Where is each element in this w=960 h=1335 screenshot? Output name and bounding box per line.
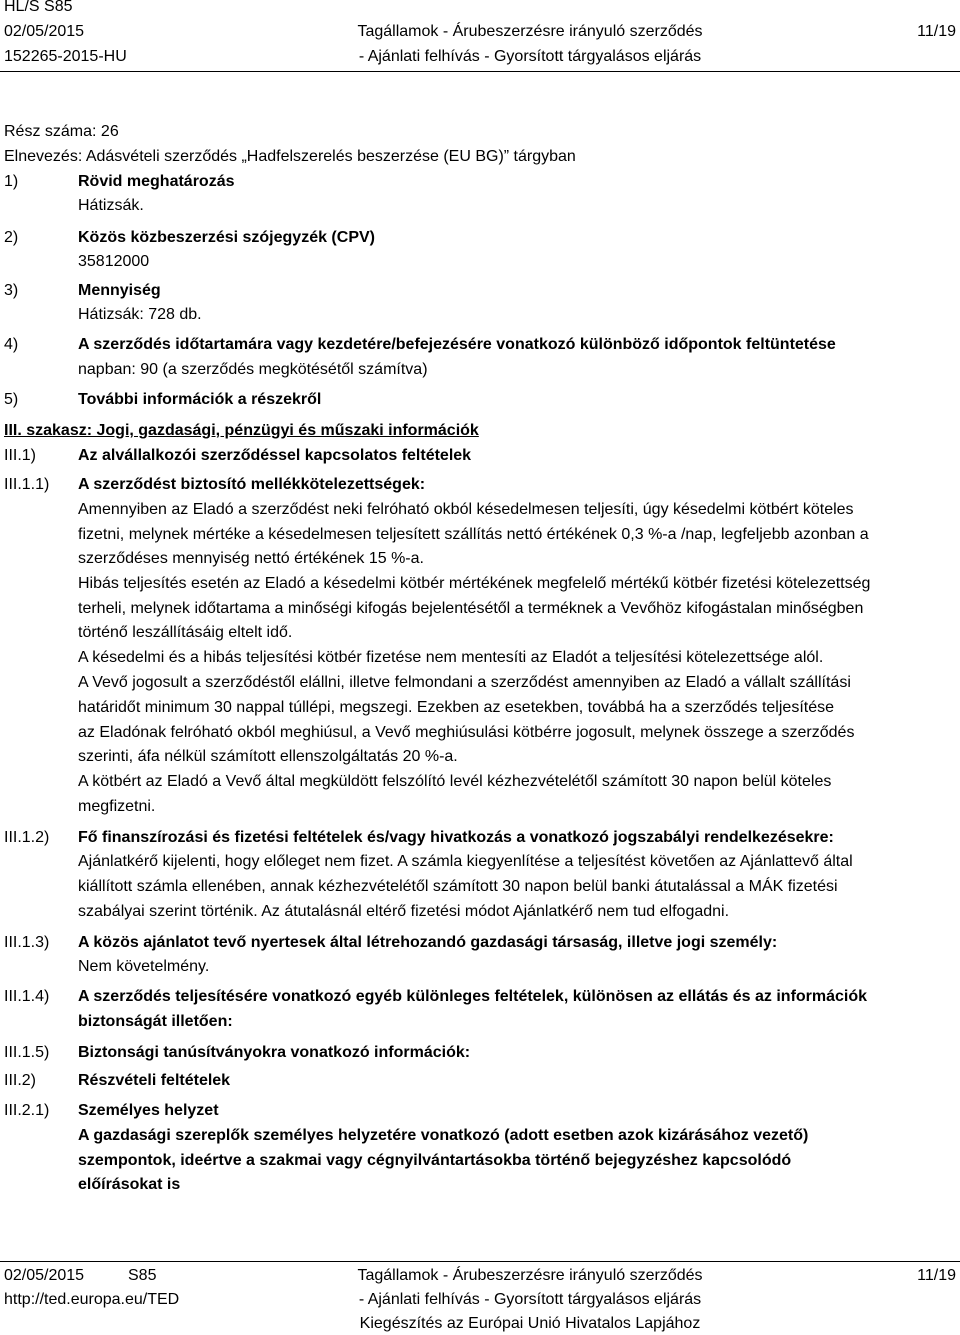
item-3-title: Mennyiség — [78, 282, 161, 299]
item-3-value: Hátizsák: 728 db. — [78, 306, 202, 323]
s313-num: III.1.3) — [4, 934, 50, 951]
s314-title-2: biztonságát illetően: — [78, 1013, 233, 1030]
s321-num: III.2.1) — [4, 1102, 50, 1119]
footer-title-3: Kiegészítés az Európai Unió Hivatalos Lapjához — [359, 1315, 701, 1332]
s311-line: az Eladónak felróható okból meghiúsul, a Vevő meghiúsulási kötbérre jogosult, melynek összege a szerződés — [78, 724, 855, 741]
item-3-num: 3) — [4, 282, 19, 299]
s31-num: III.1) — [4, 447, 37, 464]
s313-title: A közös ajánlatot tevő nyertesek által létrehozandó gazdasági társaság, illetve jogi személy: — [78, 934, 778, 951]
part-number: Rész száma: 26 — [4, 123, 119, 140]
item-1-title: Rövid meghatározás — [78, 173, 235, 190]
s312-line: szabályai szerint történik. Az átutalásnál eltérő fizetési módot Ajánlatkérő nem tud elfogadni. — [78, 903, 730, 920]
s311-line: A kötbért az Eladó a Vevő által megküldött felszólító levél kézhezvételétől számított 30 napon belül köteles — [78, 773, 832, 790]
s314-num: III.1.4) — [4, 988, 50, 1005]
s321-title: Személyes helyzet — [78, 1102, 219, 1119]
part-name: Elnevezés: Adásvételi szerződés „Hadfelszerelés beszerzése (EU BG)” tárgyban — [4, 148, 576, 165]
header-page: 11/19 — [917, 23, 956, 40]
item-5-num: 5) — [4, 391, 19, 408]
footer-title-2: - Ajánlati felhívás - Gyorsított tárgyalásos eljárás — [358, 1291, 702, 1308]
page-footer — [0, 1262, 960, 1334]
footer-series: S85 — [128, 1267, 157, 1284]
header-divider — [0, 71, 960, 72]
item-2-title: Közös közbeszerzési szójegyzék (CPV) — [78, 229, 375, 246]
s32-title: Részvételi feltételek — [78, 1072, 231, 1089]
s314-title-1: A szerződés teljesítésére vonatkozó egyéb különleges feltételek, különösen az ellátás és az információk — [78, 988, 868, 1005]
footer-title-1: Tagállamok - Árubeszerzésre irányuló szerződés — [357, 1267, 703, 1284]
item-4-title: A szerződés időtartamára vagy kezdetére/befejezésére vonatkozó különböző időpontok feltüntetése — [78, 336, 836, 353]
s32-num: III.2) — [4, 1072, 37, 1089]
s311-line: megfizetni. — [78, 798, 156, 815]
s321-line: A gazdasági szereplők személyes helyzetére vonatkozó (adott esetben azok kizárásához vezető) — [78, 1127, 809, 1144]
s311-line: szerződéses mennyiség nettó értékének 15 %-a. — [78, 550, 424, 567]
s321-line: szempontok, ideértve a szakmai vagy cégnyilvántartásokba történő bejegyzéshez kapcsolódó — [78, 1152, 792, 1169]
footer-url[interactable]: http://ted.europa.eu/TED — [4, 1291, 180, 1308]
s312-line: Ajánlatkérő kijelenti, hogy előleget nem fizet. A számla kiegyenlítése a teljesítést követően az Ajánlattevő által — [78, 853, 853, 870]
s312-title: Fő finanszírozási és fizetési feltételek és/vagy hivatkozás a vonatkozó jogszabályi rendelkezésekre: — [78, 829, 834, 846]
s311-line: Amennyiben az Eladó a szerződést neki felróható okból késedelmesen teljesíti, úgy késedelmi kötbért köteles — [78, 501, 854, 518]
s311-num: III.1.1) — [4, 476, 50, 493]
s311-line: A Vevő jogosult a szerződéstől elállni, illetve felmondani a szerződést amennyiben az Eladó a vállalt szállítási — [78, 674, 851, 691]
s315-num: III.1.5) — [4, 1044, 50, 1061]
item-2-num: 2) — [4, 229, 19, 246]
s311-line: Hibás teljesítés esetén az Eladó a késedelmi kötbér mértékének megfelelő mértékű kötbér fizetési kötelezettség — [78, 575, 871, 592]
item-1-num: 1) — [4, 173, 19, 190]
s311-line: terheli, melynek időtartama a minőségi kifogás bejelentésétől a terméknek a Vevőhöz kifogástalan minőségben — [78, 600, 864, 617]
item-4-value: napban: 90 (a szerződés megkötésétől számítva) — [78, 361, 428, 378]
s313-value: Nem követelmény. — [78, 958, 210, 975]
item-4-num: 4) — [4, 336, 19, 353]
s315-title: Biztonsági tanúsítványokra vonatkozó információk: — [78, 1044, 471, 1061]
s312-num: III.1.2) — [4, 829, 50, 846]
section-3-heading: III. szakasz: Jogi, gazdasági, pénzügyi és műszaki információk — [4, 422, 479, 439]
s311-line: történő leszállításáig eltelt idő. — [78, 624, 293, 641]
s321-line: előírásokat is — [78, 1176, 181, 1193]
page-header — [0, 0, 960, 72]
s312-line: kiállított számla ellenében, annak kézhezvételétől számított 30 napon belül banki átutalással a MÁK fizetési — [78, 878, 838, 895]
item-5-title: További információk a részekről — [78, 391, 322, 408]
s311-title: A szerződést biztosító mellékkötelezettségek: — [78, 476, 426, 493]
footer-page: 11/19 — [917, 1267, 956, 1284]
header-series: HL/S S85 — [4, 0, 73, 15]
s311-line: határidőt minimum 30 nappal túllépi, megszegi. Ezekben az esetekben, továbbá ha a szerződés teljesítése — [78, 699, 834, 716]
s311-line: A késedelmi és a hibás teljesítési kötbér fizetése nem mentesíti az Eladót a teljesítési kötelezettsége alól. — [78, 649, 824, 666]
s311-line: szerinti, áfa nélkül számított ellenszolgáltatás 20 %-a. — [78, 748, 458, 765]
s31-title: Az alvállalkozói szerződéssel kapcsolatos feltételek — [78, 447, 472, 464]
header-date: 02/05/2015 — [4, 23, 85, 40]
item-1-value: Hátizsák. — [78, 197, 144, 214]
header-ref: 152265-2015-HU — [4, 48, 127, 65]
footer-date: 02/05/2015 — [4, 1267, 85, 1284]
item-2-value: 35812000 — [78, 253, 150, 270]
s311-line: fizetni, melynek mértéke a késedelmesen teljesített szállítás nettó értékének 0,3 %-a /nap, legfeljebb azonban a — [78, 526, 869, 543]
header-title-2: - Ajánlati felhívás - Gyorsított tárgyalásos eljárás — [358, 48, 702, 65]
header-title-1: Tagállamok - Árubeszerzésre irányuló szerződés — [357, 23, 703, 40]
